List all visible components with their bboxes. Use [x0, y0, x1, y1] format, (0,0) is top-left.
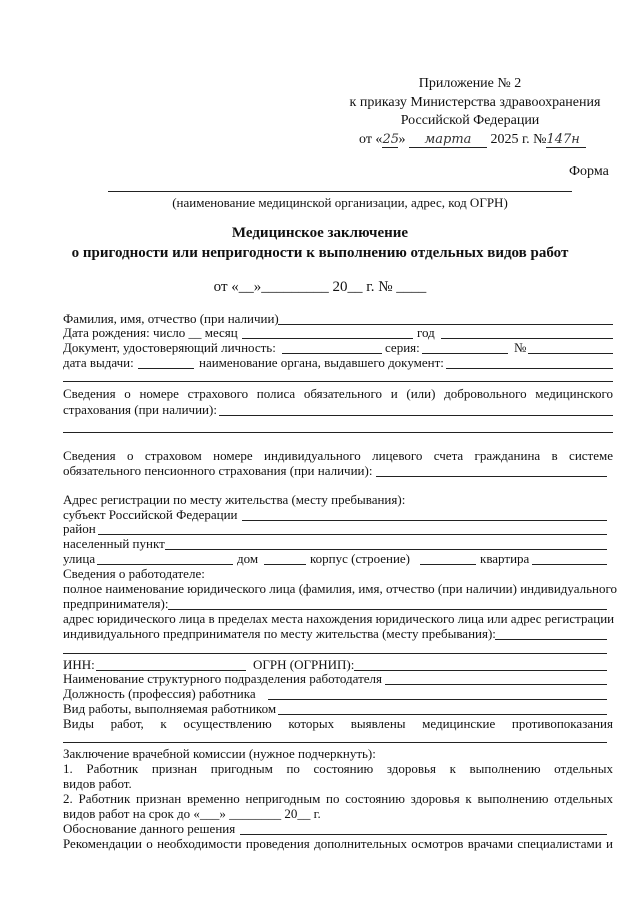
contraindications-line [63, 742, 607, 743]
employer-name-label-2: предпринимателя): [63, 596, 169, 611]
appendix-number: Приложение № 2 [418, 76, 522, 91]
inn-label: ИНН: [63, 657, 95, 672]
settlement-label: населенный пункт [63, 536, 165, 551]
date-prefix: от « [359, 132, 383, 147]
document-date-number: от «__»_________ 20__ г. № ____ [213, 279, 427, 295]
ministry-name: Российской Федерации [400, 113, 540, 128]
district-line [98, 534, 607, 535]
form-label: Форма [569, 164, 609, 179]
employer-address-label-1: адрес юридического лица в пределах места нахождения юридического лица или адрес регистрации [63, 611, 615, 626]
ogrn-line [354, 670, 607, 671]
work-type-label: Вид работы, выполняемая работником [63, 701, 277, 716]
employer-address-label-2: индивидуального предпринимателя по месту жительства (месту пребывания): [63, 626, 496, 641]
doc-number-line [528, 353, 613, 354]
conclusion-heading: Заключение врачебной комиссии (нужное подчеркнуть): [63, 746, 376, 761]
subject-label: субъект Российской Федерации [63, 507, 238, 522]
order-number-prefix: № [533, 132, 547, 147]
building-line [420, 564, 476, 565]
conclusion-option-2-line-2: видов работ на срок до «___» ________ 20__ г. [63, 806, 321, 821]
title-line-1: Медицинское заключение [231, 225, 409, 241]
employer-name-line [168, 609, 607, 610]
snils-label-1: Сведения о страховом номере индивидуального лицевого счета гражданина в системе [63, 448, 613, 463]
district-label: район [63, 521, 96, 536]
org-line [108, 191, 572, 192]
building-label: корпус (строение) [310, 551, 411, 566]
contraindications-label: Виды работ, к осуществлению которых выявлены медицинские противопоказания [63, 716, 613, 731]
order-date [359, 132, 586, 148]
subject-line [242, 520, 607, 521]
series-line [422, 353, 508, 354]
order-number: 147н [546, 132, 586, 148]
conclusion-option-1-line-2: видов работ. [63, 776, 132, 791]
division-label: Наименование структурного подразделения работодателя [63, 671, 383, 686]
address-heading: Адрес регистрации по месту жительства (месту пребывания): [63, 492, 406, 507]
id-document-line [282, 353, 382, 354]
issuer-line [446, 368, 613, 369]
snils-line [376, 476, 607, 477]
employer-address-line [495, 639, 607, 640]
issue-date-label: дата выдачи: [63, 355, 134, 370]
date-mid: » [398, 132, 406, 147]
issuer-line-2 [63, 381, 613, 382]
street-label: улица [63, 551, 96, 566]
issue-date-line [138, 368, 194, 369]
doc-number-label: № [514, 340, 527, 355]
fio-line [278, 324, 613, 325]
order-reference: к приказу Министерства здравоохранения [349, 95, 601, 110]
dob-year-label: год [417, 325, 435, 340]
policy-line-2 [63, 432, 613, 433]
policy-label-2: страхования (при наличии): [63, 402, 217, 417]
order-day: 25 [382, 132, 399, 147]
fio-label: Фамилия, имя, отчество (при наличии) [63, 311, 279, 326]
employer-heading: Сведения о работодателе: [63, 566, 205, 581]
flat-line [532, 564, 607, 565]
dob-year-line [441, 338, 613, 339]
series-label: серия: [385, 340, 420, 355]
issuer-label: наименование органа, выдавшего документ: [199, 355, 444, 370]
work-type-line [278, 714, 607, 715]
policy-line [219, 415, 613, 416]
house-line [264, 564, 306, 565]
flat-label: квартира [480, 551, 530, 566]
conclusion-option-1-line-1: 1. Работник признан пригодным по состоянию здоровья к выполнению отдельных [63, 761, 613, 776]
reason-label: Обоснование данного решения [63, 821, 236, 836]
street-line [97, 564, 233, 565]
policy-label-1: Сведения о номере страхового полиса обязательного и (или) добровольного медицинского [63, 386, 613, 401]
employer-address-line-2 [63, 653, 607, 654]
division-line [385, 684, 607, 685]
recommendations-label: Рекомендации о необходимости проведения дополнительных осмотров врачами специалистами и [63, 836, 613, 851]
title-line-2: о пригодности или непригодности к выполнению отдельных видов работ [71, 245, 569, 261]
reason-line [240, 834, 607, 835]
order-year: 2025 г. [490, 132, 530, 147]
position-label: Должность (профессия) работника [63, 686, 256, 701]
dob-label: Дата рождения: число __ месяц [63, 325, 238, 340]
org-caption: (наименование медицинской организации, адрес, код ОГРН) [172, 195, 508, 210]
ogrn-label: ОГРН (ОГРНИП): [253, 657, 355, 672]
order-month: марта [409, 132, 487, 148]
house-label: дом [237, 551, 259, 566]
snils-label-2: обязательного пенсионного страхования (при наличии): [63, 463, 373, 478]
conclusion-option-2-line-1: 2. Работник признан временно непригодным по состоянию здоровья к выполнению отдельных [63, 791, 613, 806]
employer-name-label-1: полное наименование юридического лица (фамилия, имя, отчество (при наличии) индивидуального [63, 581, 617, 596]
dob-month-line [242, 338, 413, 339]
position-line [268, 699, 607, 700]
id-document-label: Документ, удостоверяющий личность: [63, 340, 276, 355]
settlement-line [165, 549, 607, 550]
